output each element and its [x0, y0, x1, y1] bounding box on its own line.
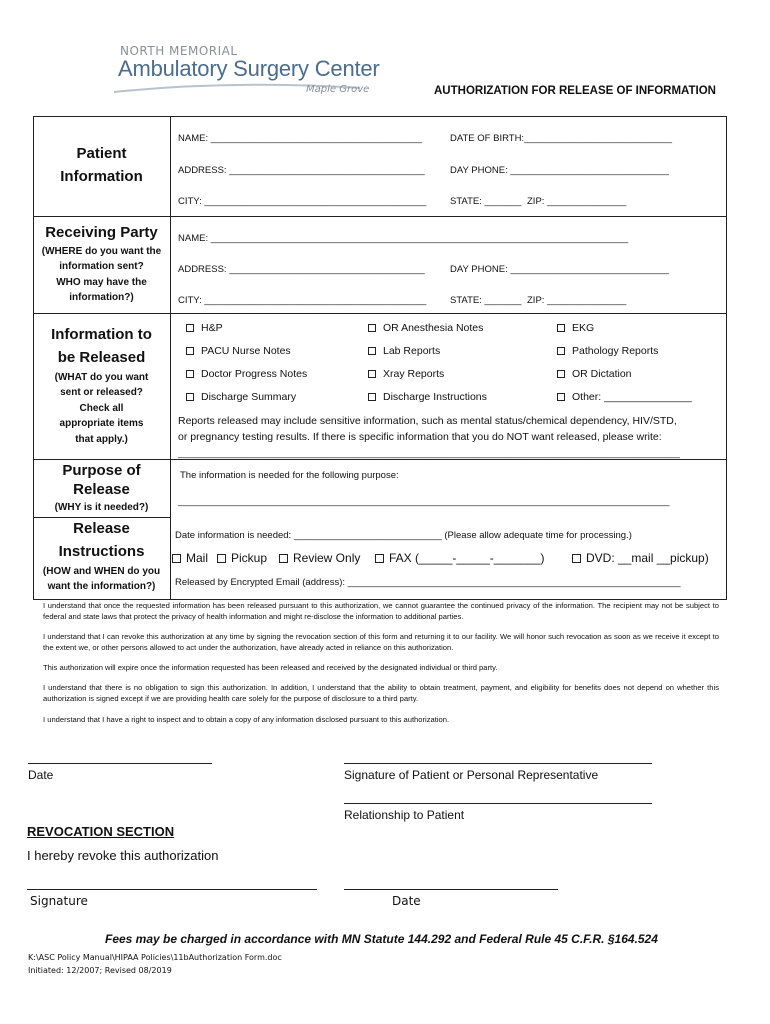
- checkbox-icon[interactable]: [368, 393, 376, 401]
- legal-paragraph: This authorization will expire once the information requested has been released and received by the designated individual or third party.: [43, 663, 498, 672]
- checkbox-icon[interactable]: [279, 554, 288, 563]
- option-label: Review Only: [293, 551, 361, 565]
- option-fax[interactable]: [375, 551, 544, 565]
- receiving-zip-field[interactable]: ZIP: _______________: [527, 295, 627, 306]
- checkbox-label: PACU Nurse Notes: [201, 345, 291, 357]
- checkbox-ekg[interactable]: [557, 322, 594, 334]
- checkbox-icon[interactable]: [186, 347, 194, 355]
- revocation-date-label: Date: [392, 894, 421, 908]
- checkbox-label: OR Anesthesia Notes: [383, 322, 484, 334]
- instructions-title: Release: [73, 520, 130, 537]
- checkbox-discharge-instructions[interactable]: [368, 391, 487, 403]
- checkbox-icon[interactable]: [186, 324, 194, 332]
- purpose-title: Release: [73, 481, 130, 498]
- revision-info: Initiated: 12/2007; Revised 08/2019: [28, 966, 172, 975]
- patient-title: Information: [60, 168, 143, 185]
- receiving-state-field[interactable]: STATE: _______: [450, 295, 522, 306]
- checkbox-icon[interactable]: [172, 554, 181, 563]
- checkbox-hp[interactable]: [186, 322, 223, 334]
- receiving-city-field[interactable]: CITY: __________________________________________: [178, 295, 427, 306]
- option-label: DVD: __mail __pickup): [586, 551, 709, 565]
- checkbox-label: Pathology Reports: [572, 345, 659, 357]
- logo-title: Ambulatory Surgery Center: [118, 56, 380, 81]
- release-info-title: Information to: [51, 326, 152, 343]
- checkbox-icon[interactable]: [186, 370, 194, 378]
- divider-line: [33, 216, 727, 217]
- release-info-subtitle: sent or released?: [60, 387, 143, 398]
- logo-location: Maple Grove: [306, 84, 370, 95]
- checkbox-pacu[interactable]: [186, 345, 291, 357]
- option-dvd[interactable]: [572, 551, 709, 565]
- revocation-signature-label: Signature: [30, 894, 88, 908]
- patient-zip-field[interactable]: ZIP: _______________: [527, 196, 627, 207]
- checkbox-xray[interactable]: [368, 368, 444, 380]
- release-info-subtitle: appropriate items: [59, 418, 144, 429]
- checkbox-icon[interactable]: [375, 554, 384, 563]
- receiving-title: Receiving Party: [45, 224, 158, 241]
- option-label: Pickup: [231, 551, 268, 565]
- divider-line: [33, 313, 727, 314]
- checkbox-label: Lab Reports: [383, 345, 441, 357]
- checkbox-lab[interactable]: [368, 345, 440, 357]
- checkbox-icon[interactable]: [557, 347, 565, 355]
- checkbox-icon[interactable]: [557, 370, 565, 378]
- checkbox-icon[interactable]: [368, 324, 376, 332]
- patient-dob-field[interactable]: DATE OF BIRTH:____________________________: [450, 133, 673, 144]
- checkbox-label: Discharge Instructions: [383, 391, 487, 403]
- patient-title: Patient: [76, 145, 127, 162]
- instructions-title: Instructions: [58, 543, 145, 560]
- option-label: Mail: [186, 551, 209, 565]
- sensitive-info-note: Reports released may include sensitive information, such as mental status/chemical dependency, HIV/STD,: [178, 415, 677, 427]
- legal-paragraph: I understand that once the requested information has been released pursuant to this authorization, we cannot guarantee the continued privacy of the information. The recipient may not be subject to federal and state laws that protect the privacy of health information and might re-disclose the information to additional parties.: [43, 601, 719, 621]
- fees-notice: Fees may be charged in accordance with MN Statute 144.292 and Federal Rule 45 C.F.R. §164.524: [105, 932, 658, 946]
- file-path: K:\ASC Policy Manual\HIPAA Policies\11bAuthorization Form.doc: [28, 953, 282, 962]
- date-needed-field[interactable]: Date information is needed: ____________________________ (Please allow adequate time for processing.): [175, 530, 632, 541]
- revocation-date-line[interactable]: [344, 889, 558, 890]
- receiving-phone-field[interactable]: DAY PHONE: ______________________________: [450, 264, 669, 275]
- purpose-label: The information is needed for the following purpose:: [180, 470, 399, 481]
- patient-state-field[interactable]: STATE: _______: [450, 196, 522, 207]
- relationship-label: Relationship to Patient: [344, 808, 465, 822]
- checkbox-progress-notes[interactable]: [186, 368, 307, 380]
- checkbox-or-anesthesia[interactable]: [368, 322, 483, 334]
- date-signature-line[interactable]: [28, 763, 212, 764]
- instructions-subtitle: want the information?): [47, 581, 156, 592]
- date-label: Date: [28, 768, 54, 782]
- checkbox-or-dictation[interactable]: [557, 368, 632, 380]
- checkbox-label: H&P: [201, 322, 223, 334]
- checkbox-discharge-summary[interactable]: [186, 391, 296, 403]
- patient-address-field[interactable]: ADDRESS: _____________________________________: [178, 165, 425, 176]
- encrypted-email-field[interactable]: Released by Encrypted Email (address): _______________________________________________________________: [175, 577, 681, 588]
- relationship-line[interactable]: [344, 803, 652, 804]
- divider-line: [33, 599, 727, 600]
- column-divider: [170, 116, 171, 599]
- patient-signature-label: Signature of Patient or Personal Representative: [344, 768, 599, 782]
- checkbox-icon[interactable]: [368, 370, 376, 378]
- legal-paragraph: I understand that there is no obligation to sign this authorization. In addition, I understand that the ability to obtain treatment, payment, and eligibility for benefits does not depend on whether this authorization is signed except if we are providing health care solely for the purpose of disclosure to a third party.: [43, 683, 719, 703]
- legal-paragraph: I understand that I have a right to inspect and to obtain a copy of any information disclosed pursuant to this authorization.: [43, 715, 450, 724]
- receiving-address-field[interactable]: ADDRESS: _____________________________________: [178, 264, 425, 275]
- excluded-info-field[interactable]: _______________________________________________________________________________________________: [178, 448, 680, 459]
- checkbox-other[interactable]: [557, 391, 692, 403]
- receiving-subtitle: (WHERE do you want the: [41, 246, 162, 257]
- release-info-subtitle: that apply.): [75, 434, 128, 445]
- patient-city-field[interactable]: CITY: __________________________________________: [178, 196, 427, 207]
- checkbox-label: OR Dictation: [572, 368, 632, 380]
- option-mail[interactable]: [172, 551, 208, 565]
- purpose-field[interactable]: _____________________________________________________________________________________________: [178, 496, 670, 507]
- release-info-subtitle: Check all: [79, 403, 124, 414]
- revocation-signature-line[interactable]: [27, 889, 317, 890]
- release-info-title: be Released: [57, 349, 146, 366]
- sensitive-info-note: or pregnancy testing results. If there is specific information that you do NOT want released, please write:: [178, 431, 662, 443]
- checkbox-label: EKG: [572, 322, 595, 334]
- option-label: FAX (_____-_____-_______): [389, 551, 545, 565]
- checkbox-label: Doctor Progress Notes: [201, 368, 308, 380]
- checkbox-icon[interactable]: [557, 393, 565, 401]
- revocation-text: I hereby revoke this authorization: [27, 848, 219, 863]
- receiving-subtitle: information sent?: [59, 261, 144, 272]
- checkbox-icon[interactable]: [186, 393, 194, 401]
- checkbox-icon[interactable]: [217, 554, 226, 563]
- legal-paragraph: I understand that I can revoke this authorization at any time by signing the revocation section of this form and returning it to our facility. We will honor such revocation as soon as we receive it except to the extent we, or other persons allowed to act under the authorization, have already acted in reliance on this authorization.: [43, 632, 719, 652]
- receiving-name-field[interactable]: NAME: _______________________________________________________________________________: [178, 233, 629, 244]
- checkbox-icon[interactable]: [557, 324, 565, 332]
- checkbox-label: Discharge Summary: [201, 391, 297, 403]
- instructions-subtitle: (HOW and WHEN do you: [42, 566, 161, 577]
- checkbox-pathology[interactable]: [557, 345, 658, 357]
- option-review-only[interactable]: [279, 551, 360, 565]
- logo-org-name: NORTH MEMORIAL: [120, 44, 238, 58]
- patient-phone-field[interactable]: DAY PHONE: ______________________________: [450, 165, 669, 176]
- receiving-subtitle: information?): [69, 292, 134, 303]
- checkbox-icon[interactable]: [572, 554, 581, 563]
- checkbox-icon[interactable]: [368, 347, 376, 355]
- document-title: AUTHORIZATION FOR RELEASE OF INFORMATION: [434, 85, 716, 97]
- patient-signature-line[interactable]: [344, 763, 652, 764]
- receiving-subtitle: WHO may have the: [56, 277, 147, 288]
- revocation-heading: REVOCATION SECTION: [27, 824, 175, 839]
- divider-line: [33, 459, 727, 460]
- checkbox-label: Other: _______________: [572, 391, 692, 403]
- patient-name-field[interactable]: NAME: ________________________________________: [178, 133, 423, 144]
- release-info-subtitle: (WHAT do you want: [54, 372, 149, 383]
- checkbox-label: Xray Reports: [383, 368, 445, 380]
- purpose-title: Purpose of: [62, 462, 141, 479]
- option-pickup[interactable]: [217, 551, 267, 565]
- purpose-subtitle: (WHY is it needed?): [54, 502, 149, 513]
